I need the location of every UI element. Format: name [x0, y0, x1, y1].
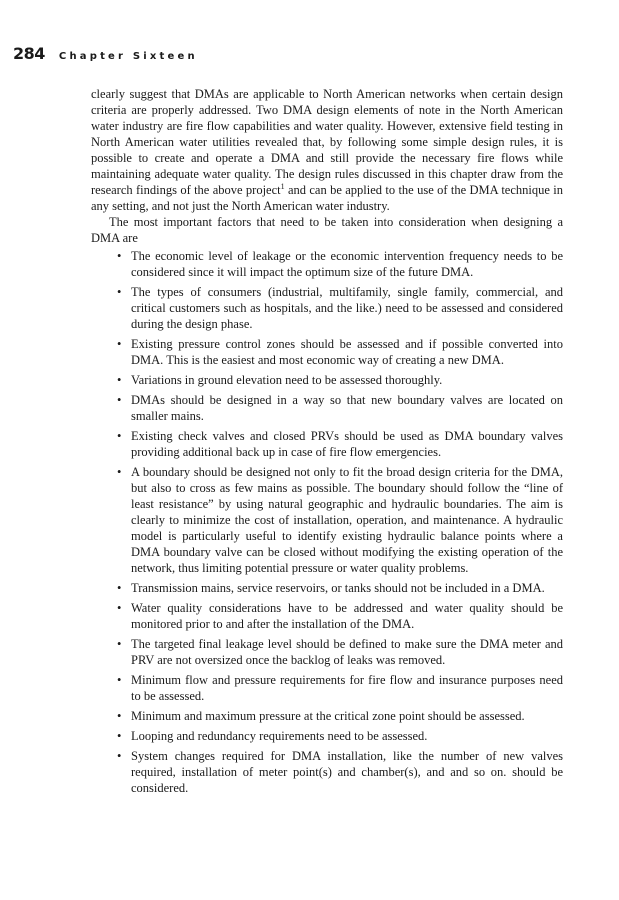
intro-text-part-1: clearly suggest that DMAs are applicable to North American networks when certain design criteria are properly addressed. Two DMA design elements of note in the North American water industry are fire flow capabilities and water quality. However, extensive field testing in North American water utilities revealed that, by following some simple design rules, it is possible to create and operate a DMA and still provide the necessary fire flows while maintaining adequate water quality. The design rules discussed in this chapter draw from the research findings of the above project: [91, 87, 563, 197]
list-item: [117, 708, 563, 724]
bullet-icon: •: [117, 249, 122, 263]
intro-text-part-2: and can be applied to the use of the DMA technique in any setting, and not just the North American water industry.: [91, 183, 563, 213]
list-item-text: A boundary should be designed not only to fit the broad design criteria for the DMA, but also to cross as few mains as possible. The boundary should follow the “line of least resistance” by using natural geographic and hydraulic boundaries. The aim is clearly to minimize the cost of installation, operation, and maintenance. A hydraulic model is particularly useful to identify existing hydraulic balance points where a DMA boundary valve can be closed without modifying the existing operation of the network, thus limiting potential pressure or water quality problems.: [131, 465, 563, 575]
list-item-text: The types of consumers (industrial, multifamily, single family, commercial, and critical customers such as hospitals, and the like.) need to be assessed and considered during the design phase.: [131, 285, 563, 331]
bullet-icon: •: [117, 337, 122, 351]
list-item: [117, 464, 563, 576]
factors-intro-paragraph: The most important factors that need to be taken into consideration when designing a DMA are: [91, 215, 563, 245]
list-item: [117, 428, 563, 460]
list-item-text: DMAs should be designed in a way so that new boundary valves are located on smaller mains.: [131, 393, 563, 423]
list-item: [117, 672, 563, 704]
list-item-text: The targeted final leakage level should be defined to make sure the DMA meter and PRV are not oversized once the backlog of leaks was removed.: [131, 637, 563, 667]
page-number: 284: [13, 44, 45, 63]
bullet-icon: •: [117, 601, 122, 615]
bullet-icon: •: [117, 285, 122, 299]
bullet-icon: •: [117, 581, 122, 595]
list-item-text: Minimum and maximum pressure at the critical zone point should be assessed.: [131, 709, 525, 723]
list-item-text: The economic level of leakage or the economic intervention frequency needs to be considered since it will impact the optimum size of the future DMA.: [131, 249, 563, 279]
running-header: [13, 44, 198, 64]
bullet-icon: •: [117, 749, 122, 763]
list-item: [117, 600, 563, 632]
bullet-icon: •: [117, 429, 122, 443]
list-item: [117, 580, 563, 596]
list-item-text: Looping and redundancy requirements need to be assessed.: [131, 729, 428, 743]
bullet-icon: •: [117, 393, 122, 407]
list-item-text: System changes required for DMA installation, like the number of new valves required, installation of meter point(s) and chamber(s), and and so on. should be considered.: [131, 749, 563, 795]
list-item-text: Transmission mains, service reservoirs, or tanks should not be included in a DMA.: [131, 581, 545, 595]
bullet-icon: •: [117, 673, 122, 687]
bullet-icon: •: [117, 637, 122, 651]
bullet-icon: •: [117, 709, 122, 723]
list-item: [117, 748, 563, 796]
list-item: [117, 636, 563, 668]
bullet-icon: •: [117, 373, 122, 387]
footnote-reference: 1: [280, 181, 285, 191]
list-item: [117, 284, 563, 332]
bullet-icon: •: [117, 729, 122, 743]
list-item: [117, 728, 563, 744]
list-item-text: Existing pressure control zones should be assessed and if possible converted into DMA. This is the easiest and most economic way of creating a new DMA.: [131, 337, 563, 367]
list-item: [117, 336, 563, 368]
list-item: [117, 372, 563, 388]
list-item-text: Existing check valves and closed PRVs should be used as DMA boundary valves providing additional back up in case of fire flow emergencies.: [131, 429, 563, 459]
list-item-text: Variations in ground elevation need to be assessed thoroughly.: [131, 373, 443, 387]
list-item-text: Minimum flow and pressure requirements for fire flow and insurance purposes need to be assessed.: [131, 673, 563, 703]
design-factors-list: [91, 248, 563, 796]
list-item: [117, 392, 563, 424]
bullet-icon: •: [117, 465, 122, 479]
page-body: [91, 86, 563, 800]
intro-paragraph: [91, 86, 563, 214]
list-item-text: Water quality considerations have to be addressed and water quality should be monitored prior to and after the installation of the DMA.: [131, 601, 563, 631]
chapter-title: Chapter Sixteen: [58, 51, 198, 62]
list-item: [117, 248, 563, 280]
